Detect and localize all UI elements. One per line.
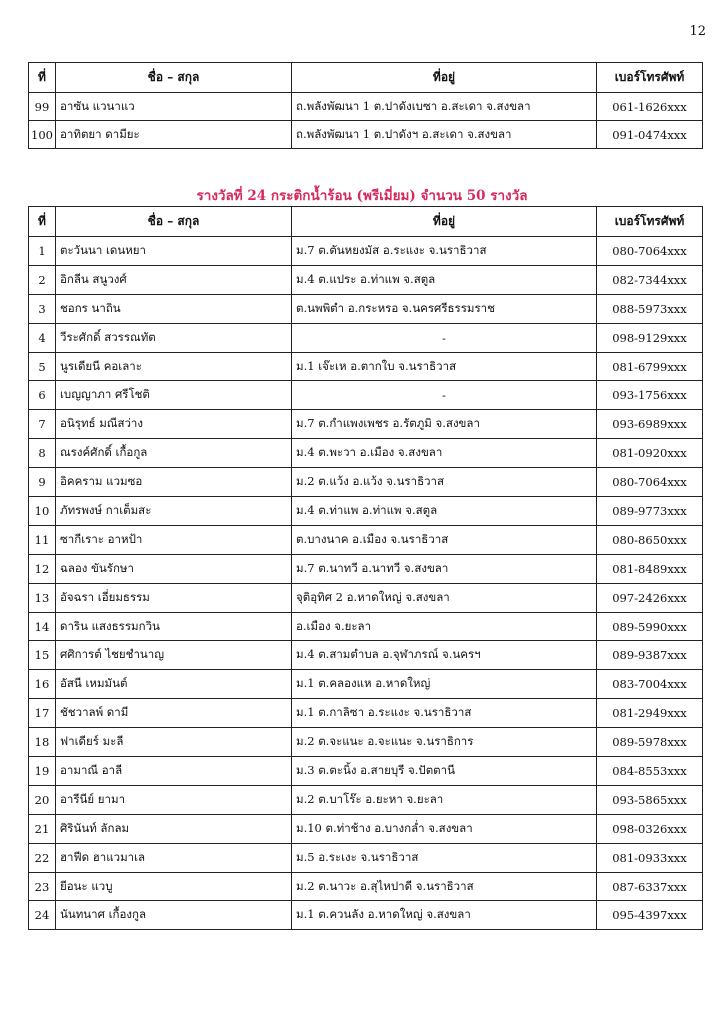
row-number: 18 [29, 728, 56, 757]
row-phone: 080-8650xxx [597, 525, 703, 554]
table-row [29, 814, 703, 843]
row-address: อ.เมือง จ.ยะลา [292, 612, 597, 641]
row-name: วีระศักดิ์ สวรรณทัต [56, 323, 292, 352]
row-number: 17 [29, 699, 56, 728]
row-name: นันทนาศ เกื้องกูล [56, 901, 292, 930]
row-name: อัจฉรา เอี่ยมธรรม [56, 583, 292, 612]
row-number: 16 [29, 670, 56, 699]
table-row [29, 237, 703, 266]
row-number: 10 [29, 497, 56, 526]
table-row [29, 728, 703, 757]
row-address: ต.บางนาค อ.เมือง จ.นราธิวาส [292, 525, 597, 554]
table-row [29, 93, 703, 121]
row-number: 6 [29, 381, 56, 410]
row-number: 13 [29, 583, 56, 612]
table-row [29, 352, 703, 381]
row-number: 100 [29, 121, 56, 149]
header-address: ที่อยู่ [292, 63, 597, 93]
row-number: 12 [29, 554, 56, 583]
row-address: ม.3 ต.ตะนิ้ง อ.สายบุรี จ.ปัตตานี [292, 757, 597, 786]
table-header-row [29, 207, 703, 237]
row-address: ม.7 ต.ตันหยงมัส อ.ระแงะ จ.นราธิวาส [292, 237, 597, 266]
row-phone: 081-8489xxx [597, 554, 703, 583]
row-number: 7 [29, 410, 56, 439]
header-name: ชื่อ – สกุล [56, 207, 292, 237]
table2-body [29, 237, 703, 930]
row-address: ม.1 ต.คลองแห อ.หาดใหญ่ [292, 670, 597, 699]
row-number: 3 [29, 294, 56, 323]
row-number: 21 [29, 814, 56, 843]
row-phone: 098-9129xxx [597, 323, 703, 352]
row-number: 1 [29, 237, 56, 266]
page-number: 12 [689, 24, 706, 39]
table-row [29, 612, 703, 641]
table-row [29, 554, 703, 583]
row-address: - [292, 323, 597, 352]
row-phone: 097-2426xxx [597, 583, 703, 612]
row-phone: 061-1626xxx [597, 93, 703, 121]
row-phone: 080-7064xxx [597, 468, 703, 497]
row-name: เบญญาภา ศรีโชติ [56, 381, 292, 410]
table-row [29, 468, 703, 497]
row-phone: 081-2949xxx [597, 699, 703, 728]
row-address: ม.2 ต.นาวะ อ.สุไหปาดี จ.นราธิวาส [292, 872, 597, 901]
row-number: 14 [29, 612, 56, 641]
row-address: ม.2 ต.บาโร๊ะ อ.ยะหา จ.ยะลา [292, 785, 597, 814]
header-no: ที่ [29, 63, 56, 93]
row-name: ชัชวาลพ์ ดามี [56, 699, 292, 728]
row-name: อัสนี เหมมันต์ [56, 670, 292, 699]
row-name: นูรเดียนี คอเลาะ [56, 352, 292, 381]
table1-body [29, 93, 703, 149]
winners-table-continued [28, 62, 703, 149]
row-phone: 081-6799xxx [597, 352, 703, 381]
row-phone: 091-0474xxx [597, 121, 703, 149]
row-name: อารีนีย์ ยามา [56, 785, 292, 814]
row-number: 99 [29, 93, 56, 121]
row-name: ฟาเดียร์ มะลี [56, 728, 292, 757]
row-phone: 093-5865xxx [597, 785, 703, 814]
row-address: ม.1 ต.กาลิซา อ.ระแงะ จ.นราธิวาส [292, 699, 597, 728]
header-address: ที่อยู่ [292, 207, 597, 237]
row-phone: 087-6337xxx [597, 872, 703, 901]
table-row [29, 641, 703, 670]
row-number: 4 [29, 323, 56, 352]
row-address: ม.2 ต.จะแนะ อ.จะแนะ จ.นราธิการ [292, 728, 597, 757]
row-address: ม.7 ต.นาทวี อ.นาทวี จ.สงขลา [292, 554, 597, 583]
row-name: ณรงค์ศักดิ์ เกื้อกูล [56, 439, 292, 468]
table-row [29, 583, 703, 612]
row-phone: 082-7344xxx [597, 265, 703, 294]
section-title: รางวัลที่ 24 กระติกน้ำร้อน (พรีเมี่ยม) จำนวน 50 รางวัล [196, 188, 528, 204]
row-address: ม.4 ต.สามตำบล อ.จุฬาภรณ์ จ.นครฯ [292, 641, 597, 670]
row-address: ม.4 ต.แประ อ.ท่าแพ จ.สตูล [292, 265, 597, 294]
row-name: อิคคราม แวมซอ [56, 468, 292, 497]
row-address: ม.1 เจ๊ะเห อ.ตากใบ จ.นราธิวาส [292, 352, 597, 381]
row-address: ม.5 อ.ระเงะ จ.นราธิวาส [292, 843, 597, 872]
header-phone: เบอร์โทรศัพท์ [597, 63, 703, 93]
row-address: ม.2 ต.แว้ง อ.แว้ง จ.นราธิวาส [292, 468, 597, 497]
row-address: ถ.พลังพัฒนา 1 ต.ปาดังเบซา อ.สะเดา จ.สงขลา [292, 93, 597, 121]
row-address: - [292, 381, 597, 410]
row-address: จุติอุทิศ 2 อ.หาดใหญ่ จ.สงขลา [292, 583, 597, 612]
row-address: ม.7 ต.กำแพงเพชร อ.รัตภูมิ จ.สงขลา [292, 410, 597, 439]
row-phone: 089-9387xxx [597, 641, 703, 670]
row-phone: 093-1756xxx [597, 381, 703, 410]
row-name: ศิรินันท์ ลักลม [56, 814, 292, 843]
row-phone: 093-6989xxx [597, 410, 703, 439]
winners-table-prize-24 [28, 206, 703, 930]
header-no: ที่ [29, 207, 56, 237]
row-phone: 089-5978xxx [597, 728, 703, 757]
table-row [29, 265, 703, 294]
table-row [29, 757, 703, 786]
row-address: ม.1 ต.ควนลัง อ.หาดใหญ่ จ.สงขลา [292, 901, 597, 930]
row-phone: 098-0326xxx [597, 814, 703, 843]
row-phone: 088-5973xxx [597, 294, 703, 323]
table-header-row [29, 63, 703, 93]
row-phone: 081-0933xxx [597, 843, 703, 872]
table-row [29, 294, 703, 323]
row-phone: 083-7004xxx [597, 670, 703, 699]
row-name: ศศิการต์ ไชยชำนาญ [56, 641, 292, 670]
table-row [29, 872, 703, 901]
row-name: ยีอนะ แวบู [56, 872, 292, 901]
row-address: ถ.พลังพัฒนา 1 ต.ปาดังฯ อ.สะเดา จ.สงขลา [292, 121, 597, 149]
row-number: 19 [29, 757, 56, 786]
row-address: ต.นพพิตำ อ.กระหรอ จ.นครศรีธรรมราช [292, 294, 597, 323]
row-name: อาทิตยา ดามียะ [56, 121, 292, 149]
row-number: 9 [29, 468, 56, 497]
row-name: ฮาฟีด ฮาแวมาเล [56, 843, 292, 872]
table-row [29, 670, 703, 699]
row-name: อาซัน แวนาแว [56, 93, 292, 121]
table-row [29, 901, 703, 930]
table-row [29, 497, 703, 526]
table-row [29, 121, 703, 149]
row-number: 20 [29, 785, 56, 814]
table-row [29, 525, 703, 554]
row-phone: 095-4397xxx [597, 901, 703, 930]
row-name: อิกลีน สนูวงศ์ [56, 265, 292, 294]
row-number: 15 [29, 641, 56, 670]
row-name: ซากีเราะ อาหป้า [56, 525, 292, 554]
table-row [29, 410, 703, 439]
row-name: ตะวันนา เดนหยา [56, 237, 292, 266]
row-number: 24 [29, 901, 56, 930]
row-number: 8 [29, 439, 56, 468]
table-row [29, 381, 703, 410]
row-name: ฉลอง ขันรักษา [56, 554, 292, 583]
table-row [29, 843, 703, 872]
row-number: 23 [29, 872, 56, 901]
table-row [29, 439, 703, 468]
row-name: ดาริน แสงธรรมกวิน [56, 612, 292, 641]
row-name: อนิรุทธ์ มณีสว่าง [56, 410, 292, 439]
row-phone: 080-7064xxx [597, 237, 703, 266]
table-row [29, 699, 703, 728]
row-name: อามาณี อาลี [56, 757, 292, 786]
header-phone: เบอร์โทรศัพท์ [597, 207, 703, 237]
row-phone: 089-9773xxx [597, 497, 703, 526]
row-phone: 081-0920xxx [597, 439, 703, 468]
header-name: ชื่อ – สกุล [56, 63, 292, 93]
table-row [29, 323, 703, 352]
row-name: ชอกร นาถิน [56, 294, 292, 323]
row-name: ภัทรพงษ์ กาเต็มสะ [56, 497, 292, 526]
row-address: ม.10 ต.ท่าช้าง อ.บางกล่ำ จ.สงขลา [292, 814, 597, 843]
row-phone: 089-5990xxx [597, 612, 703, 641]
row-phone: 084-8553xxx [597, 757, 703, 786]
row-number: 5 [29, 352, 56, 381]
row-number: 22 [29, 843, 56, 872]
row-number: 2 [29, 265, 56, 294]
row-number: 11 [29, 525, 56, 554]
row-address: ม.4 ต.ท่าแพ อ.ท่าแพ จ.สตูล [292, 497, 597, 526]
row-address: ม.4 ต.พะวา อ.เมือง จ.สงขลา [292, 439, 597, 468]
table-row [29, 785, 703, 814]
